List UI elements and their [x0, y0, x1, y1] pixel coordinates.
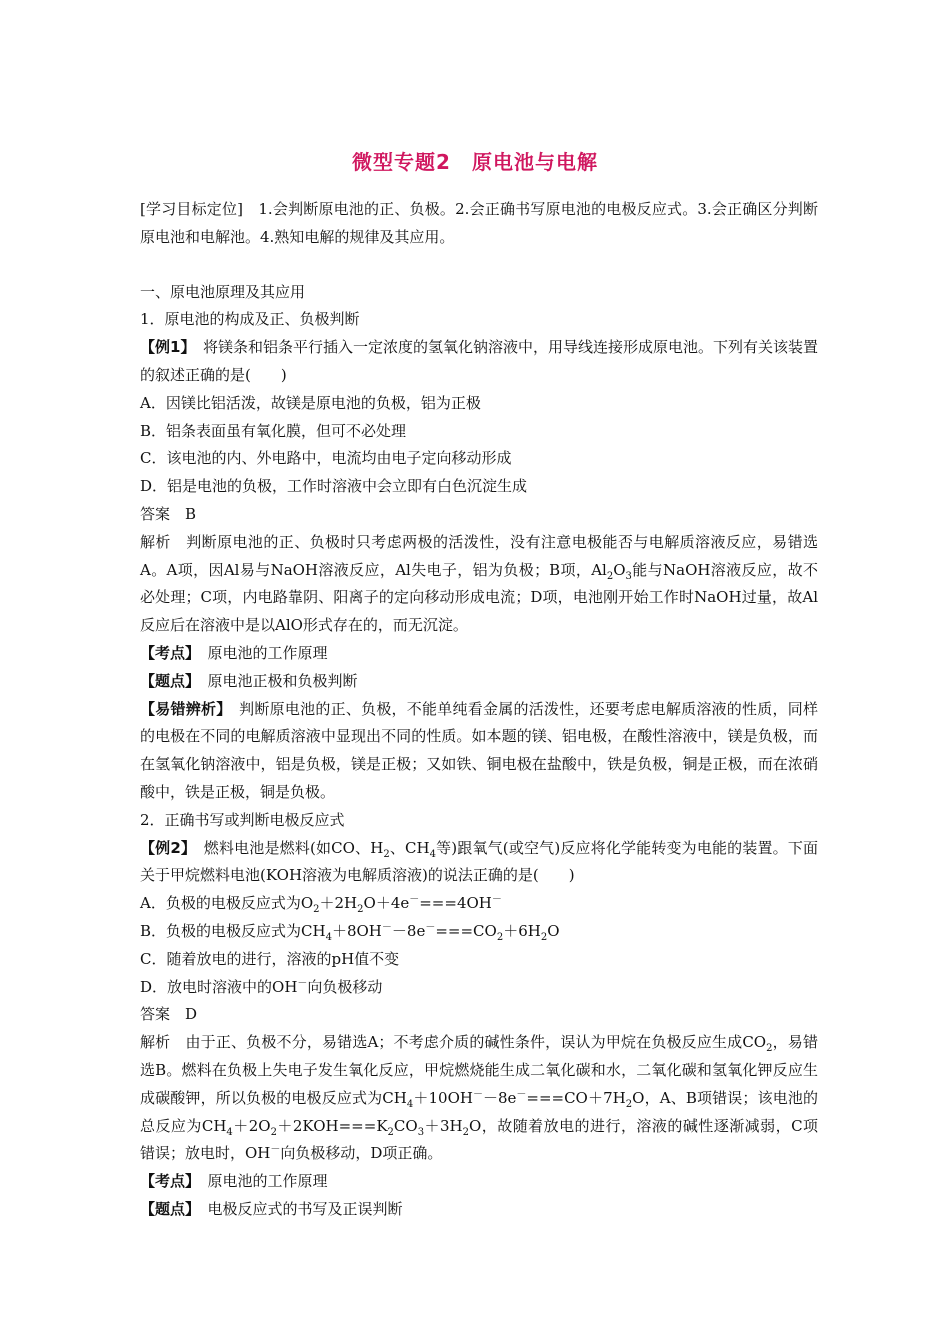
example-1-option-b: B．铝条表面虽有氧化膜，但可不必处理 [140, 421, 407, 440]
example-1-option-d: D．铝是电池的负极，工作时溶液中会立即有白色沉淀生成 [140, 477, 528, 496]
objectives-text: 1.会判断原电池的正、负极。2.会正确书写原电池的电极反应式。3.会正确区分判断原电池和电解池。4.熟知电解的规律及其应用。 [140, 200, 818, 246]
example-2-option-b: B．负极的电极反应式为$CH_4+8OH^--8e^-===CO_2+6H_2O$ [140, 921, 560, 943]
example-1-option-c: C．该电池的内、外电路中，电流均由电子定向移动形成 [140, 449, 512, 468]
example-2-stem: 【例2】 燃料电池是燃料(如CO、$H_2$、$CH_4$等)跟氧气(或空气)反应将化学能转变为电能的装置。下面关于甲烷燃料电池(KOH溶液为电解质溶液)的说法正确的是( ) [140, 838, 818, 885]
example-1-analysis: 解析 判断原电池的正、负极时只考虑两极的活泼性，没有注意电极能否与电解质溶液反应，易错选A。A项，因Al易与NaOH溶液反应，Al失电子，铝为负极；B项，$Al_2O_3$能与NaOH溶液反应，故不必处理；C项，内电路靠阴、阳离子的定向移动形成电流；D项，电池刚开始工作时NaOH过量，故Al反应后在溶液中是以AlO形式存在的，而无沉淀。 [140, 532, 818, 635]
example-2-tidian: 【题点】 电极反应式的书写及正误判断 [140, 1199, 403, 1218]
example-1-answer: 答案 B [140, 504, 197, 523]
example-2-option-d: D．放电时溶液中的OH－向负极移动 [140, 977, 383, 996]
objectives-paragraph [140, 196, 818, 252]
section-heading-1: 一、原电池原理及其应用 [140, 282, 306, 301]
subsection-heading-2: 2．正确书写或判断电极反应式 [140, 810, 345, 829]
example-1-stem: 【例1】 将镁条和铝条平行插入一定浓度的氢氧化钠溶液中，用导线连接形成原电池。下列有关该装置的叙述正确的是( ) [140, 338, 819, 384]
page-title: 微型专题2 原电池与电解 [352, 150, 598, 174]
document-body [140, 196, 818, 1224]
example-2-analysis: 解析 由于正、负极不分，易错选A；不考虑介质的碱性条件，误认为甲烷在负极反应生成$CO_2$，易错选B。燃料在负极上失电子发生氧化反应，甲烷燃烧能生成二氧化碳和水，二氧化碳和氢氧化钾反应生成碳酸钾，所以负极的电极反应式为$CH_4+10OH^--8e^-===CO+7H_2O$，A、B项错误；该电池的总反应为$CH_4+2O_2+2KOH===K_2CO_3+3H_2O$，故随着放电的进行，溶液的碱性逐渐减弱，C项错误；放电时，OH－向负极移动，D项正确。 [140, 1033, 819, 1163]
example-1-tidian: 【题点】 原电池正极和负极判断 [140, 671, 358, 690]
example-1-tag: 【例1】 [140, 338, 188, 357]
example-1-kaodian: 【考点】 原电池的工作原理 [140, 643, 328, 662]
example-1-yicuo: 【易错辨析】 判断原电池的正、负极，不能单纯看金属的活泼性，还要考虑电解质溶液的性质，同样的电极在不同的电解质溶液中显现出不同的性质。如本题的镁、铝电极，在酸性溶液中，镁是负极，而在氢氧化钠溶液中，铝是负极，镁是正极；又如铁、铜电极在盐酸中，铁是负极，铜是正极，而在浓硝酸中，铁是正极，铜是负极。 [140, 699, 818, 801]
example-2-answer: 答案 D [140, 1005, 198, 1024]
subsection-heading-1: 1．原电池的构成及正、负极判断 [140, 310, 360, 329]
example-2-tag: 【例2】 [140, 838, 189, 857]
objectives-label: [学习目标定位] [140, 200, 244, 218]
example-2-kaodian: 【考点】 原电池的工作原理 [140, 1172, 328, 1191]
example-2-option-a: A．负极的电极反应式为$O_2+2H_2O+4e^-===4OH^-$ [140, 894, 502, 916]
example-1-option-a: A．因镁比铝活泼，故镁是原电池的负极，铝为正极 [140, 393, 481, 412]
example-2-option-c: C．随着放电的进行，溶液的pH值不变 [140, 949, 400, 968]
